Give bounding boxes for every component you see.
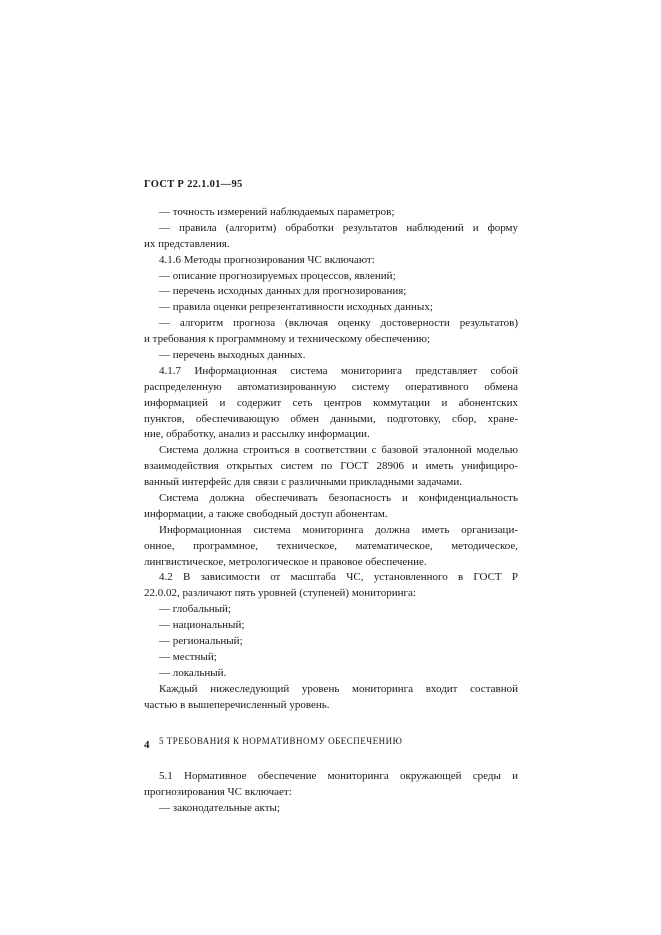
section-5-heading: 5 ТРЕБОВАНИЯ К НОРМАТИВНОМУ ОБЕСПЕЧЕНИЮ xyxy=(159,735,403,746)
list-item: — локальный. xyxy=(159,666,227,679)
text-line: — описание прогнозируемых процессов, явлений; xyxy=(159,269,396,282)
list-item: — местный; xyxy=(159,650,217,663)
text-line: — алгоритм прогноза (включая оценку достоверности результатов) xyxy=(159,317,518,330)
text-line: онное, программное, техническое, математическое, методическое, xyxy=(144,539,518,552)
text-line: — перечень исходных данных для прогнозирования; xyxy=(159,285,407,298)
text-line: Информационная система мониторинга должна иметь организаци- xyxy=(159,523,518,536)
document-header: ГОСТ Р 22.1.01—95 xyxy=(144,179,243,190)
text-line: частью в вышеперечисленный уровень. xyxy=(144,698,330,711)
text-line: лингвистическое, метрологическое и правовое обеспечение. xyxy=(144,555,427,568)
text-line: информацией и содержит сеть центров коммутации и абонентских xyxy=(144,396,518,409)
list-item: — законодательные акты; xyxy=(159,802,280,815)
text-line: Каждый нижеследующий уровень мониторинга входит составной xyxy=(159,682,518,695)
text-line: пунктов, обеспечивающую обмен данными, подготовку, сбор, хране- xyxy=(144,412,518,425)
clause-4-1-7: 4.1.7 Информационная система мониторинга представляет собой xyxy=(159,364,518,377)
text-line: — перечень выходных данных. xyxy=(159,349,306,362)
text-line: их представления. xyxy=(144,237,230,250)
text-line: взаимодействия открытых систем по ГОСТ 28906 и иметь унифициро- xyxy=(144,460,518,473)
clause-5-1: 5.1 Нормативное обеспечение мониторинга окружающей среды и xyxy=(159,770,518,783)
text-line: Система должна обеспечивать безопасность и конфиденциальность xyxy=(159,492,518,505)
text-line: информации, а также свободный доступ абонентам. xyxy=(144,507,388,520)
list-item: — глобальный; xyxy=(159,603,231,616)
body-text xyxy=(144,205,518,817)
text-line: Система должна строиться в соответствии с базовой эталонной моделью xyxy=(159,444,518,457)
list-item: — национальный; xyxy=(159,619,245,632)
text-line: распределенную автоматизированную систему оперативного обмена xyxy=(144,380,518,393)
clause-4-2: 4.2 В зависимости от масштаба ЧС, установленного в ГОСТ Р xyxy=(159,571,518,584)
text-line: ние, обработку, анализ и рассылку информации. xyxy=(144,428,370,441)
text-line: — правила оценки репрезентативности исходных данных; xyxy=(159,301,433,314)
text-line: 22.0.02, различают пять уровней (ступеней) мониторинга: xyxy=(144,587,416,600)
text-line: прогнозирования ЧС включает: xyxy=(144,786,292,799)
clause-4-1-6: 4.1.6 Методы прогнозирования ЧС включают: xyxy=(159,253,375,266)
page-number: 4 xyxy=(144,739,150,751)
text-line: ванный интерфейс для связи с различными прикладными задачами. xyxy=(144,476,462,489)
text-line: и требования к программному и техническому обеспечению; xyxy=(144,333,431,346)
list-item: — региональный; xyxy=(159,635,243,648)
text-line: — точность измерений наблюдаемых параметров; xyxy=(159,206,395,218)
text-line: — правила (алгоритм) обработки результатов наблюдений и форму xyxy=(159,221,518,234)
